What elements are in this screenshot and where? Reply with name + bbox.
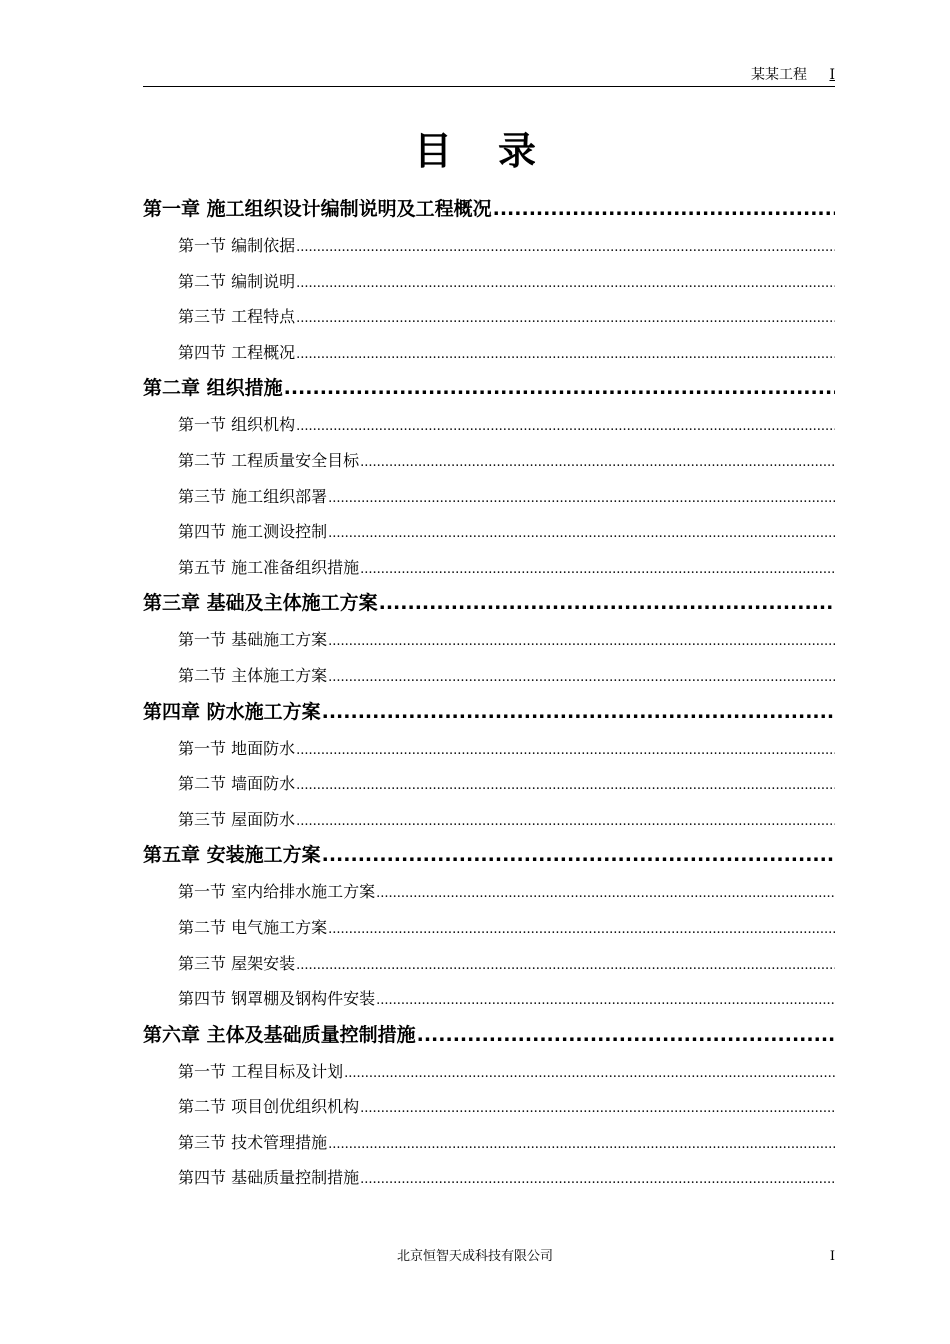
toc-section-entry[interactable]	[143, 622, 835, 658]
toc-chapter-label: 第四章 防水施工方案	[143, 700, 321, 723]
toc-section-label: 第三节 屋面防水	[178, 809, 296, 829]
toc-dot-leader	[328, 660, 835, 694]
toc-dot-leader	[296, 804, 835, 838]
toc-section-entry[interactable]	[143, 228, 835, 264]
toc-chapter-label: 第三章 基础及主体施工方案	[143, 592, 378, 615]
toc-section-entry[interactable]	[143, 407, 835, 443]
toc-section-entry[interactable]	[143, 874, 835, 910]
toc-dot-leader	[344, 1056, 835, 1090]
toc-chapter-entry[interactable]	[143, 1017, 835, 1054]
toc-dot-leader	[322, 694, 835, 731]
toc-section-label: 第一节 编制依据	[178, 236, 296, 255]
toc-section-entry[interactable]	[143, 335, 835, 371]
toc-chapter-entry[interactable]	[143, 694, 835, 731]
table-of-contents	[143, 191, 835, 1196]
toc-section-entry[interactable]	[143, 946, 835, 982]
toc-dot-leader	[360, 1091, 835, 1125]
toc-section-label: 第四节 基础质量控制措施	[178, 1168, 360, 1188]
toc-dot-leader	[493, 191, 835, 228]
toc-section-label: 第三节 技术管理措施	[178, 1132, 328, 1152]
toc-section-entry[interactable]	[143, 910, 835, 946]
toc-dot-leader	[379, 585, 835, 622]
toc-chapter-entry[interactable]	[143, 191, 835, 228]
footer-page-number: I	[829, 1249, 835, 1264]
toc-dot-leader	[296, 768, 835, 802]
toc-dot-leader	[322, 837, 835, 874]
toc-section-label: 第二节 编制说明	[178, 271, 296, 291]
toc-dot-leader	[328, 912, 835, 946]
toc-section-label: 第三节 工程特点	[178, 307, 296, 327]
toc-section-entry[interactable]	[143, 443, 835, 479]
toc-section-label: 第一节 组织机构	[178, 415, 296, 435]
page-header	[143, 66, 835, 87]
toc-section-entry[interactable]	[143, 1054, 835, 1090]
toc-dot-leader	[296, 301, 835, 335]
toc-section-label: 第四节 钢罩棚及钢构件安装	[178, 989, 376, 1009]
toc-dot-leader	[296, 337, 835, 371]
toc-dot-leader	[360, 1162, 835, 1196]
toc-dot-leader	[360, 445, 835, 479]
toc-dot-leader	[296, 733, 835, 767]
toc-dot-leader	[328, 481, 835, 515]
toc-section-entry[interactable]	[143, 658, 835, 694]
toc-section-label: 第二节 主体施工方案	[178, 665, 328, 685]
toc-section-label: 第三节 屋架安装	[178, 953, 296, 973]
toc-dot-leader	[284, 370, 835, 407]
toc-dot-leader	[296, 409, 835, 443]
toc-dot-leader	[296, 266, 835, 300]
toc-chapter-label: 第六章 主体及基础质量控制措施	[143, 1023, 416, 1046]
toc-dot-leader	[376, 876, 835, 910]
header-title: 某某工程	[751, 67, 807, 83]
toc-title: 目录	[413, 129, 582, 173]
toc-dot-leader	[360, 552, 835, 586]
toc-section-label: 第二节 工程质量安全目标	[178, 450, 360, 470]
toc-section-label: 第四节 工程概况	[178, 342, 296, 362]
toc-dot-leader	[296, 948, 835, 982]
toc-chapter-label: 第五章 安装施工方案	[143, 844, 321, 867]
toc-chapter-label: 第二章 组织措施	[143, 377, 283, 400]
toc-section-label: 第一节 地面防水	[178, 738, 296, 758]
toc-section-entry[interactable]	[143, 981, 835, 1017]
toc-chapter-entry[interactable]	[143, 585, 835, 622]
toc-dot-leader	[417, 1017, 835, 1054]
toc-chapter-entry[interactable]	[143, 837, 835, 874]
toc-section-entry[interactable]	[143, 1089, 835, 1125]
header-page-number: I	[829, 67, 835, 83]
toc-section-label: 第二节 电气施工方案	[178, 917, 328, 937]
toc-section-entry[interactable]	[143, 802, 835, 838]
toc-section-label: 第四节 施工测设控制	[178, 522, 328, 542]
toc-dot-leader	[328, 624, 835, 658]
toc-section-label: 第一节 工程目标及计划	[178, 1061, 344, 1081]
toc-section-entry[interactable]	[143, 731, 835, 767]
toc-chapter-label: 第一章 施工组织设计编制说明及工程概况	[143, 198, 492, 220]
toc-section-entry[interactable]	[143, 1125, 835, 1161]
toc-section-label: 第二节 墙面防水	[178, 774, 296, 794]
toc-section-entry[interactable]	[143, 514, 835, 550]
toc-section-entry[interactable]	[143, 766, 835, 802]
toc-section-label: 第一节 基础施工方案	[178, 630, 328, 650]
toc-dot-leader	[328, 516, 835, 550]
toc-section-label: 第二节 项目创优组织机构	[178, 1097, 360, 1117]
toc-section-entry[interactable]	[143, 299, 835, 335]
toc-section-label: 第一节 室内给排水施工方案	[178, 882, 376, 902]
footer-company: 北京恒智天成科技有限公司	[396, 1249, 553, 1264]
toc-section-entry[interactable]	[143, 1160, 835, 1196]
toc-dot-leader	[296, 230, 835, 264]
toc-dot-leader	[328, 1127, 835, 1161]
toc-section-label: 第五节 施工准备组织措施	[178, 557, 360, 577]
toc-chapter-entry[interactable]	[143, 370, 835, 407]
toc-section-entry[interactable]	[143, 550, 835, 586]
toc-dot-leader	[376, 983, 835, 1017]
toc-section-entry[interactable]	[143, 479, 835, 515]
toc-section-entry[interactable]	[143, 264, 835, 300]
toc-section-label: 第三节 施工组织部署	[178, 486, 328, 506]
